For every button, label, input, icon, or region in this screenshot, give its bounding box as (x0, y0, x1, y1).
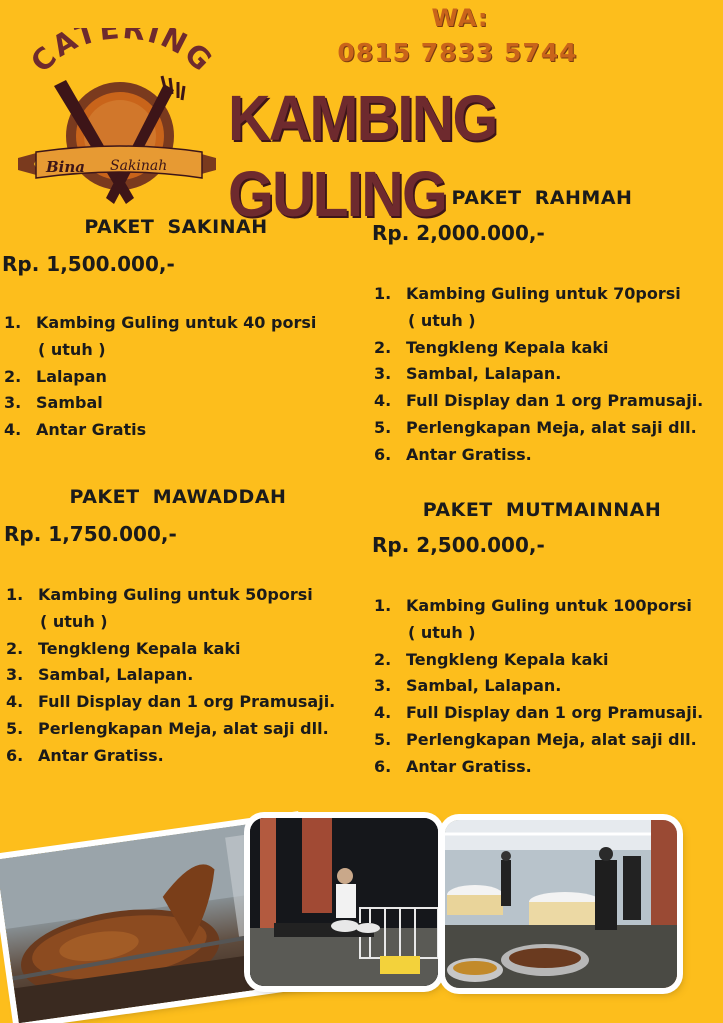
list-item: 4. Full Display dan 1 org Pramusaji. (6, 692, 336, 712)
package-rahmah (370, 187, 720, 469)
list-item: 4. Antar Gratis (4, 420, 147, 440)
whatsapp-number: 0815 7833 5744 (337, 38, 578, 67)
list-item: 2. Lalapan (4, 366, 107, 386)
list-item: 3. Sambal, Lalapan. (374, 364, 562, 384)
list-item: 6. Antar Gratiss. (374, 444, 532, 464)
package-items (0, 582, 360, 770)
buffet-server-photo (250, 818, 438, 986)
package-price: Rp. 1,500.000,- (2, 252, 175, 276)
logo-ribbon-word1: Bina (46, 158, 86, 176)
package-items (0, 310, 360, 444)
outdoor-buffet-photo (445, 820, 677, 988)
package-mutmainnah (370, 499, 720, 781)
list-item: 3. Sambal, Lalapan. (6, 665, 194, 685)
list-item: 5. Perlengkapan Meja, alat saji dll. (374, 729, 697, 749)
package-price: Rp. 2,000.000,- (372, 221, 545, 245)
list-item: 5. Perlengkapan Meja, alat saji dll. (6, 718, 329, 738)
package-title: PAKET MAWADDAH (69, 486, 287, 508)
package-price: Rp. 2,500.000,- (372, 533, 545, 557)
page-title: KAMBING GULING (228, 82, 497, 230)
list-item: 6. Antar Gratiss. (374, 756, 532, 776)
list-item: 5. Perlengkapan Meja, alat saji dll. (374, 417, 697, 437)
logo-ribbon (18, 146, 216, 178)
list-item: 2. Tengkleng Kepala kaki (374, 337, 609, 357)
package-mawaddah (0, 486, 360, 770)
package-items (370, 281, 720, 469)
list-item: 6. Antar Gratiss. (6, 745, 164, 765)
package-title: PAKET SAKINAH (84, 216, 268, 238)
logo-ribbon-word2: Sakinah (110, 158, 168, 174)
list-item: 1. Kambing Guling untuk 100porsi ( utuh ) (374, 596, 692, 642)
list-item: 1. Kambing Guling untuk 50porsi ( utuh ) (6, 585, 313, 631)
list-item: 4. Full Display dan 1 org Pramusaji. (374, 391, 704, 411)
list-item: 1. Kambing Guling untuk 40 porsi ( utuh ) (4, 313, 317, 359)
package-title: PAKET MUTMAINNAH (422, 499, 662, 521)
list-item: 3. Sambal, Lalapan. (374, 676, 562, 696)
list-item: 1. Kambing Guling untuk 70porsi ( utuh ) (374, 284, 681, 330)
package-title: PAKET RAHMAH (451, 187, 633, 209)
package-items (370, 593, 720, 781)
list-item: 2. Tengkleng Kepala kaki (6, 638, 241, 658)
list-item: 2. Tengkleng Kepala kaki (374, 649, 609, 669)
whatsapp-label: WA: (431, 4, 489, 32)
package-price: Rp. 1,750.000,- (4, 522, 177, 546)
logo-arc-text: CATERING (23, 28, 220, 79)
list-item: 4. Full Display dan 1 org Pramusaji. (374, 703, 704, 723)
package-sakinah (0, 216, 360, 444)
catering-logo (14, 28, 224, 208)
list-item: 3. Sambal (4, 393, 103, 413)
